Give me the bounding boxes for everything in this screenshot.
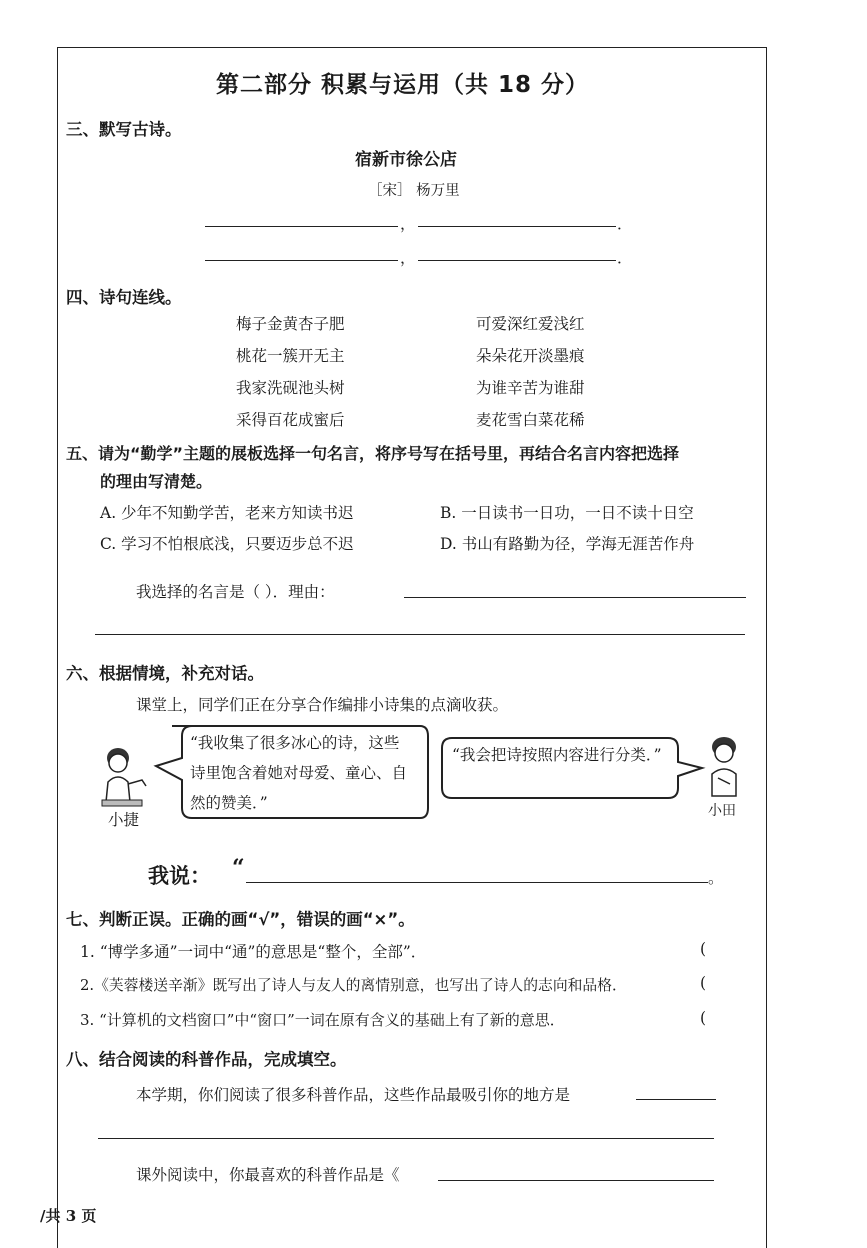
girl-figure-icon <box>96 742 156 810</box>
s6-context: 课堂上，同学们正在分享合作编排小诗集的点滴收获。 <box>136 696 509 714</box>
s5-option-d: D. 书山有路勤为径，学海无涯苦作舟 <box>440 535 695 553</box>
s6-heading: 六、根据情境，补充对话。 <box>66 664 264 683</box>
wo-shuo-end: 。 <box>708 869 724 887</box>
bubble-left-text: “我收集了很多冰心的诗，这些诗里饱含着她对母爱、童心、自然的赞美．” <box>190 734 408 812</box>
section-title: 第二部分 积累与运用（共 18 分） <box>216 72 590 98</box>
s4-left-3[interactable]: 采得百花成蜜后 <box>236 411 345 429</box>
s4-left-0[interactable]: 梅子金黄杏子肥 <box>236 315 345 333</box>
s3-blank-3[interactable] <box>205 260 398 261</box>
name-left: 小捷 <box>108 811 140 829</box>
s5-option-a: A. 少年不知勤学苦，老来方知读书迟 <box>100 504 354 522</box>
s3-blank-2[interactable] <box>418 226 616 227</box>
s3-blank-1[interactable] <box>205 226 398 227</box>
s7-item-1: 1. “博学多通”一词中“通”的意思是“整个，全部”． <box>80 943 427 961</box>
poem-title: 宿新市徐公店 <box>355 150 457 170</box>
s3-sep-2: ， <box>400 249 416 267</box>
s8-blank-1[interactable] <box>636 1099 716 1100</box>
s4-left-2[interactable]: 我家洗砚池头树 <box>236 379 345 397</box>
bubble-right-text: “我会把诗按照内容进行分类．” <box>452 746 662 764</box>
poem-author: ［宋］ 杨万里 <box>368 183 460 199</box>
s4-heading: 四、诗句连线。 <box>66 288 182 307</box>
name-right: 小田 <box>708 803 736 819</box>
s8-line-1: 本学期，你们阅读了很多科普作品，这些作品最吸引你的地方是 <box>136 1086 571 1104</box>
s8-blank-3[interactable] <box>438 1180 714 1181</box>
s7-item-3: 3. “计算机的文档窗口”中“窗口”一词在原有含义的基础上有了新的意思． <box>80 1011 565 1029</box>
s5-heading-1: 五、请为“勤学”主题的展板选择一句名言，将序号写在括号里，再结合名言内容把选择 <box>66 444 680 463</box>
s7-heading: 七、判断正误。正确的画“√”，错误的画“×”。 <box>66 910 415 929</box>
s7-item-2: 2.《芙蓉楼送辛渐》既写出了诗人与友人的离情别意，也写出了诗人的志向和品格． <box>80 977 627 994</box>
s5-answer-prompt: 我选择的名言是（ ）．理由： <box>136 583 335 601</box>
s4-right-2[interactable]: 为谁辛苦为谁甜 <box>476 379 585 397</box>
s4-right-1[interactable]: 朵朵花开淡墨痕 <box>476 347 585 365</box>
s3-end-2: ． <box>617 249 633 267</box>
s3-heading: 三、默写古诗。 <box>66 120 182 139</box>
s3-blank-4[interactable] <box>418 260 616 261</box>
s3-sep-1: ， <box>400 215 416 233</box>
s5-option-b: B. 一日读书一日功，一日不读十日空 <box>440 504 694 522</box>
s5-reason-blank-2[interactable] <box>95 634 745 635</box>
page-footer: /共 3 页 <box>40 1207 97 1225</box>
wo-shuo-blank[interactable] <box>246 882 708 883</box>
s5-reason-blank-1[interactable] <box>404 597 746 598</box>
s5-option-c: C. 学习不怕根底浅，只要迈步总不迟 <box>100 535 354 553</box>
s7-paren-2[interactable]: ( <box>700 974 707 992</box>
wo-shuo-label: 我说： <box>148 864 211 888</box>
boy-figure-icon <box>704 734 744 800</box>
s8-line-2: 课外阅读中，你最喜欢的科普作品是《 <box>136 1166 400 1184</box>
s3-end-1: ． <box>617 215 633 233</box>
s8-blank-2[interactable] <box>98 1138 714 1139</box>
s5-heading-2: 的理由写清楚。 <box>100 472 213 491</box>
s4-left-1[interactable]: 桃花一簇开无主 <box>236 347 345 365</box>
s7-paren-1[interactable]: ( <box>700 940 707 958</box>
open-quote: “ <box>232 855 245 881</box>
s8-heading: 八、结合阅读的科普作品，完成填空。 <box>66 1050 347 1069</box>
s7-paren-3[interactable]: ( <box>700 1009 707 1027</box>
s4-right-3[interactable]: 麦花雪白菜花稀 <box>476 411 585 429</box>
s4-right-0[interactable]: 可爱深红爱浅红 <box>476 315 585 333</box>
